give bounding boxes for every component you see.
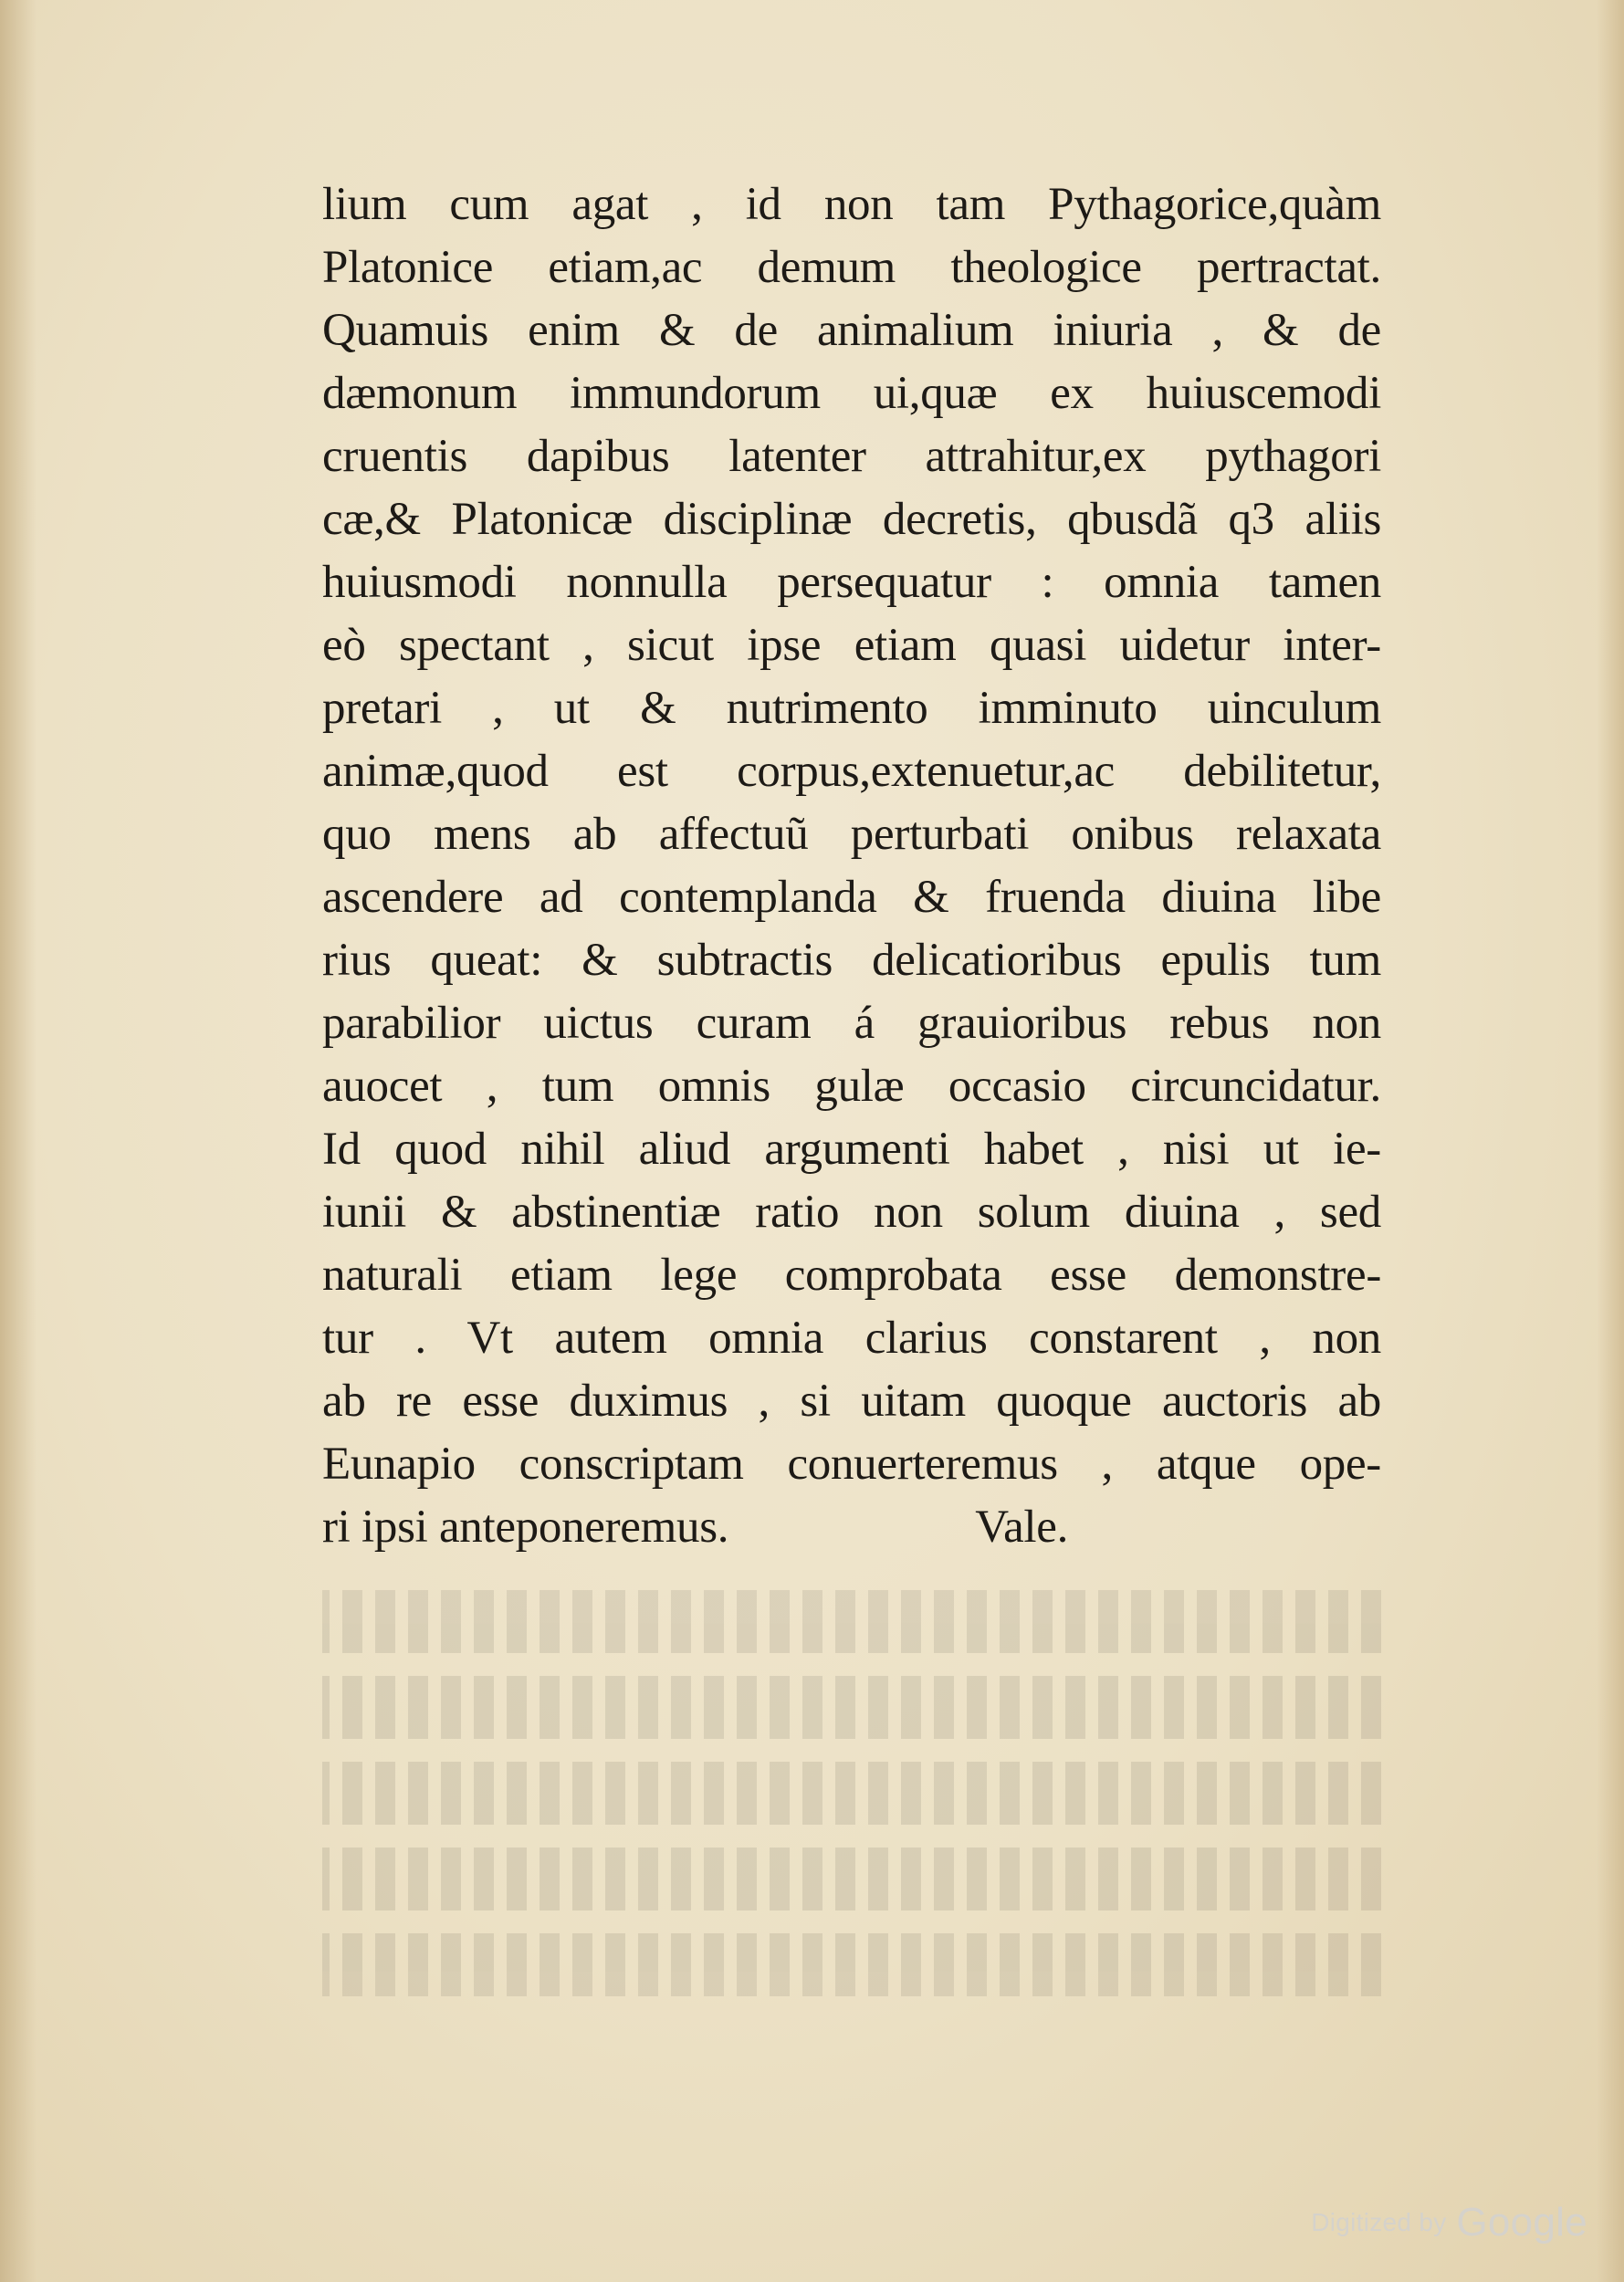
text-line: cruentis dapibus latenter attrahitur,ex pythagori — [322, 431, 1381, 482]
bleed-line — [322, 1590, 1381, 1653]
text-line: Id quod nihil aliud argumenti habet , nisi ut ie- — [322, 1124, 1381, 1175]
text-line: auocet , tum omnis gulæ occasio circuncidatur. — [322, 1061, 1381, 1112]
text-line: tur . Vt autem omnia clarius constarent , non — [322, 1313, 1381, 1364]
binding-shadow — [0, 0, 37, 2282]
text-line: ascendere ad contemplanda & fruenda diuina libe — [322, 872, 1381, 923]
text-line: ri ipsi anteponeremus. — [322, 1502, 729, 1553]
text-line: Quamuis enim & de animalium iniuria , & de — [322, 305, 1381, 356]
body-text — [322, 173, 1381, 1559]
text-line: pretari , ut & nutrimento imminuto uinculum — [322, 683, 1381, 734]
bleed-line — [322, 1933, 1381, 1996]
text-line: Platonice etiam,ac demum theologice pertractat. — [322, 242, 1381, 293]
text-line: Eunapio conscriptam conuerteremus , atque ope- — [322, 1439, 1381, 1490]
text-line: huiusmodi nonnulla persequatur : omnia tamen — [322, 557, 1381, 608]
bleed-through-text — [322, 1570, 1381, 2019]
text-line: lium cum agat , id non tam Pythagorice,quàm — [322, 179, 1381, 230]
watermark-brand: Google — [1456, 2200, 1587, 2245]
text-line: cæ,& Platonicæ disciplinæ decretis, qbusdã q3 aliis — [322, 494, 1381, 545]
text-line: iunii & abstinentiæ ratio non solum diuina , sed — [322, 1187, 1381, 1238]
text-line: ab re esse duximus , si uitam quoque auctoris ab — [322, 1376, 1381, 1427]
bleed-line — [322, 1848, 1381, 1910]
text-line: dæmonum immundorum ui,quæ ex huiuscemodi — [322, 368, 1381, 419]
watermark-prefix: Digitized by — [1311, 2208, 1447, 2236]
text-line: rius queat: & subtractis delicatioribus epulis tum — [322, 935, 1381, 986]
bleed-line — [322, 1676, 1381, 1739]
text-line: parabilior uictus curam á grauioribus rebus non — [322, 998, 1381, 1049]
final-line — [322, 1496, 1381, 1559]
text-line: naturali etiam lege comprobata esse demonstre- — [322, 1250, 1381, 1301]
text-line: animæ,quod est corpus,extenuetur,ac debilitetur, — [322, 746, 1381, 797]
digitized-watermark — [1311, 2200, 1587, 2245]
bleed-line — [322, 1762, 1381, 1825]
page-edge — [1597, 0, 1624, 2282]
text-line: eò spectant , sicut ipse etiam quasi uidetur inter- — [322, 620, 1381, 671]
closing-vale: Vale. — [975, 1502, 1069, 1553]
text-line: quo mens ab affectuũ perturbati onibus relaxata — [322, 809, 1381, 860]
